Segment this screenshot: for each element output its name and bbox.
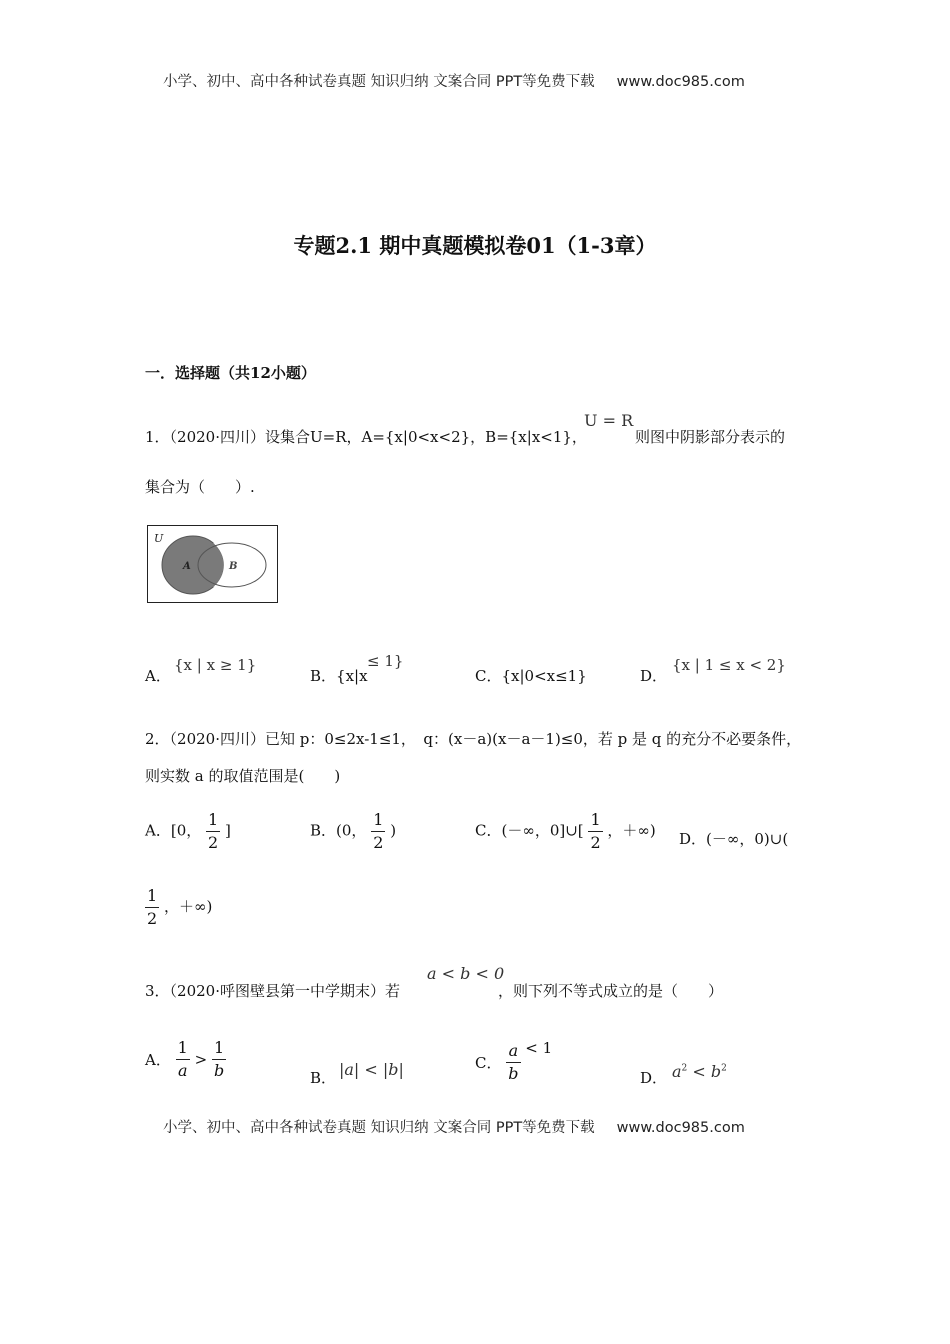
q3-inline-math: a < b < 0 [427,964,505,983]
page-header [163,70,745,91]
q3-option-c[interactable] [475,1039,553,1083]
operator: < [692,1062,706,1081]
option-label: D． [640,667,668,685]
q1-line1 [145,426,587,447]
footer-text: 小学、初中、高中各种试卷真题 知识归纳 文案合同 PPT等免费下载 [163,1120,595,1136]
q1-inline-math: U = R [584,411,634,430]
option-text: {x|0<x≤1} [501,667,587,685]
q2-line1: 2．（2020·四川）已知 p：0≤2x-1≤1， q：(x－a)(x－a－1)≤0，若 p 是 q 的充分不必要条件， [145,730,802,748]
denominator: 2 [590,833,601,852]
option-text: (－∞，0]∪[ [501,821,584,840]
fraction [206,812,220,851]
numerator: 1 [208,810,219,829]
option-text: ) [390,821,397,840]
q3-line1-end: ，则下列不等式成立的是（ ） [498,982,724,1000]
venn-label-b: B [229,561,238,572]
exponent: 2 [681,1063,688,1074]
q2-option-c[interactable] [475,812,656,851]
option-label: C． [475,1054,502,1072]
option-text: ] [225,821,231,840]
q1-option-b-sup: ≤ 1} [367,652,404,670]
fraction [212,1040,226,1079]
q1-line2: 集合为（ ）. [145,478,255,496]
base: b [710,1062,722,1081]
q3-option-a[interactable] [145,1040,226,1079]
venn-label-u: U [154,532,164,545]
q1-option-c[interactable] [475,665,587,686]
numerator: 1 [147,886,158,905]
q3-line1: 3．（2020·呼图壁县第一中学期末）若 [145,982,400,1000]
q2-option-d-cont [145,888,212,927]
q1-text: 1．（2020·四川）设集合U=R，A={x|0<x<2}，B={x|x<1}， [145,428,587,446]
venn-diagram [147,525,278,603]
option-label: B． [310,667,337,685]
q2-option-a[interactable] [145,812,231,851]
fraction [371,812,385,851]
page-footer [163,1116,745,1137]
venn-set-a [162,536,224,594]
option-label: D． [679,830,707,848]
option-text: < 1 [525,1039,553,1057]
operator: > [194,1050,208,1069]
q1-option-b[interactable] [310,665,368,686]
q1-option-a[interactable] [145,665,171,686]
denominator: b [213,1061,225,1080]
q3-option-d-math [672,1062,727,1081]
footer-url[interactable]: www.doc985.com [616,1120,745,1136]
fraction [145,888,159,927]
option-label: A． [145,667,171,685]
base: a [672,1062,682,1081]
q3-option-d[interactable] [640,1067,667,1088]
venn-svg [147,525,278,603]
numerator: 1 [373,810,384,829]
q1-option-a-math: {x | x ≥ 1} [174,656,257,674]
q2-line2: 则实数 a 的取值范围是( ) [145,767,341,785]
q3-option-b[interactable] [310,1067,336,1088]
option-text: [0， [170,821,202,840]
numerator: 1 [590,810,601,829]
q1-option-d-math: {x | 1 ≤ x < 2} [672,656,786,674]
numerator: 1 [177,1038,188,1057]
q3-option-b-math: |a| < |b| [339,1060,404,1079]
q1-option-d[interactable] [640,665,667,686]
denominator: 2 [147,909,158,928]
numerator: a [508,1041,519,1060]
exponent: 2 [721,1063,727,1074]
option-label: C． [475,821,502,840]
option-text: ，＋∞) [607,821,656,840]
section-heading: 一．选择题（共12小题） [145,364,316,382]
denominator: 2 [208,833,219,852]
option-text: ，＋∞) [163,897,213,916]
numerator: 1 [213,1038,225,1057]
fraction [506,1043,520,1082]
denominator: a [177,1061,188,1080]
option-label: A． [145,1051,171,1069]
q2-option-d[interactable] [679,828,788,849]
q2-option-b[interactable] [310,812,396,851]
header-url[interactable]: www.doc985.com [616,74,745,90]
option-label: D． [640,1069,668,1087]
option-label: A． [145,821,171,840]
fraction [588,812,602,851]
option-text: (0， [336,821,367,840]
header-text: 小学、初中、高中各种试卷真题 知识归纳 文案合同 PPT等免费下载 [163,74,595,90]
page-title: 专题2.1 期中真题模拟卷01（1-3章） [293,233,657,258]
option-label: C． [475,667,502,685]
venn-label-a: A [183,561,191,572]
fraction [176,1040,190,1079]
option-text: (－∞，0)∪( [706,830,789,848]
option-label: B． [310,821,337,840]
option-label: B． [310,1069,337,1087]
denominator: 2 [373,833,384,852]
option-text: {x|x [336,667,368,685]
denominator: b [508,1064,519,1083]
q1-line1-end: 则图中阴影部分表示的 [635,428,786,446]
